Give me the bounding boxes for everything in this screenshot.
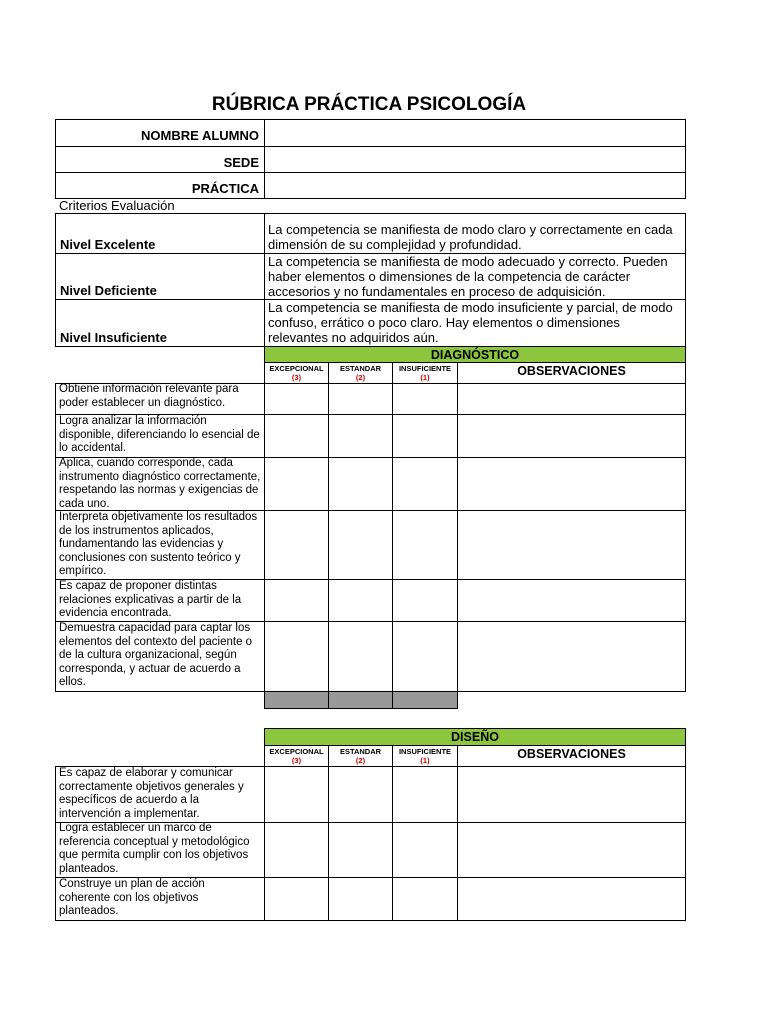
diagnostico-criterion-3: Aplica, cuando corresponde, cada instrumento diagnóstico correctamente, respetando las normas y exigencias de cada uno. <box>59 457 261 510</box>
criteria-heading: Criterios Evaluación <box>59 198 175 213</box>
level-excellent-name: Nivel Excelente <box>60 237 156 252</box>
practice-label: PRÁCTICA <box>191 181 259 196</box>
diagnostico-total-excepcional <box>264 691 329 709</box>
level-deficient-description: La competencia se manifiesta de modo adecuado y correcto. Pueden haber elementos o dimensiones de la competencia de carácter accesorios y no fundamentales en proceso de adquisición. <box>268 254 668 299</box>
level-excellent-description: La competencia se manifiesta de modo claro y correctamente en cada dimensión de su complejidad y profundidad. <box>268 222 673 252</box>
diagnostico-total-estandar <box>328 691 393 709</box>
diseno-observations-header: OBSERVACIONES <box>517 747 626 761</box>
diseno-header-estandar: ESTANDAR (2) <box>339 747 382 765</box>
diagnostico-criterion-2: Logra analizar la información disponible, diferenciando lo esencial de lo accidental. <box>59 415 260 455</box>
observations-header: OBSERVACIONES <box>517 364 626 378</box>
site-field[interactable] <box>265 147 685 172</box>
site-label: SEDE <box>223 155 259 170</box>
student-name-field[interactable] <box>265 120 685 146</box>
level-deficient-name: Nivel Deficiente <box>60 283 157 298</box>
practice-field[interactable] <box>265 173 685 198</box>
header-estandar: ESTANDAR (2) <box>339 364 382 382</box>
page-title: RÚBRICA PRÁCTICA PSICOLOGÍA <box>211 94 527 115</box>
level-insufficient-name: Nivel Insuficiente <box>60 330 167 345</box>
diseno-criterion-3: Construye un plan de acción coherente con los objetivos planteados. <box>59 878 205 918</box>
diagnostico-criterion-4: Interpreta objetivamente los resultados de los instrumentos aplicados, fundamentando las evidencias y conclusiones con sustento teórico y empírico. <box>59 511 258 578</box>
diseno-header-insuficiente: INSUFICIENTE (1) <box>398 747 452 765</box>
header-excepcional: EXCEPCIONAL (3) <box>269 364 324 382</box>
diseno-heading: DISEÑO <box>264 728 686 746</box>
diagnostico-heading: DIAGNÓSTICO <box>264 346 686 363</box>
diseno-header-excepcional: EXCEPCIONAL (3) <box>269 747 324 765</box>
diagnostico-criterion-6: Demuestra capacidad para captar los elementos del contexto del paciente o de la cultura organizacional, según corresponda, y actuar de acuerdo a ellos. <box>59 622 253 689</box>
student-name-label: NOMBRE ALUMNO <box>141 128 259 143</box>
diseno-criterion-2: Logra establecer un marco de referencia conceptual y metodológico que permita cumplir con los objetivos planteados. <box>59 822 250 875</box>
diagnostico-criterion-1: Obtiene información relevante para poder establecer un diagnóstico. <box>59 383 239 409</box>
diagnostico-criterion-5: Es capaz de proponer distintas relaciones explicativas a partir de la evidencia encontrada. <box>59 580 242 620</box>
level-insufficient-description: La competencia se manifiesta de modo insuficiente y parcial, de modo confuso, errático o poco claro. Hay elementos o dimensiones relevantes no adquiridos aún. <box>268 300 673 345</box>
diagnostico-total-insuficiente <box>392 691 458 709</box>
header-insuficiente: INSUFICIENTE (1) <box>398 364 452 382</box>
diseno-criterion-1: Es capaz de elaborar y comunicar correctamente objetivos generales y específicos de acuerdo a la intervención a implementar. <box>59 767 244 820</box>
